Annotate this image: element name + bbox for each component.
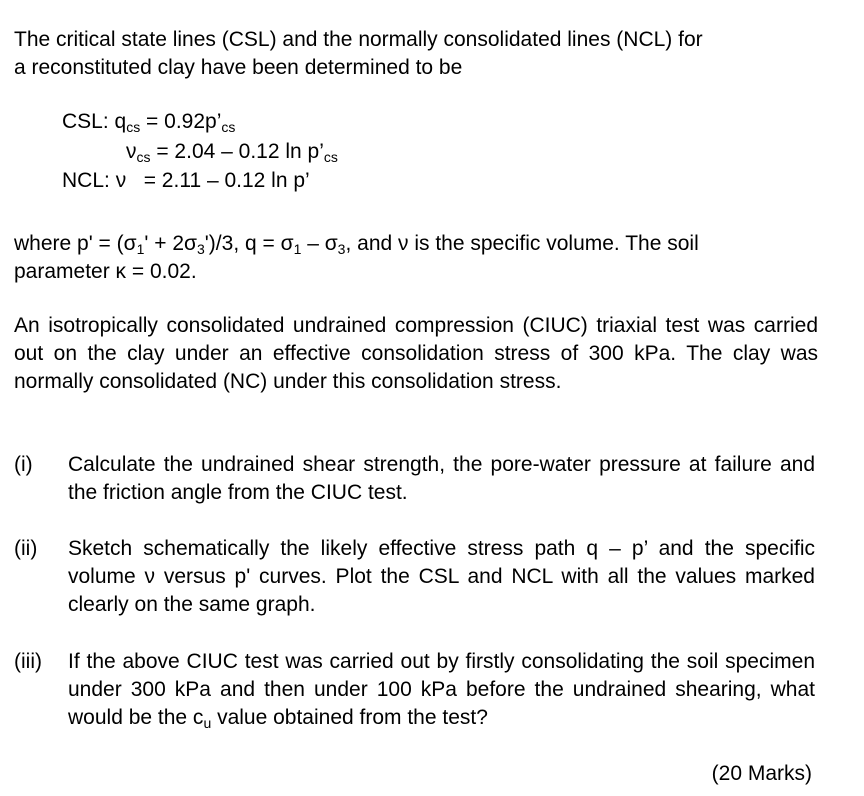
definitions-paragraph xyxy=(14,230,818,286)
question-3-number: (iii) xyxy=(14,650,42,673)
csl-v-equation: $\nu_{cs} = 2.04 - 0.12$ $\ln p’_{cs}$ xyxy=(126,140,338,165)
question-2-number: (ii) xyxy=(14,537,38,560)
definitions-line-2: parameter κ = 0.02. xyxy=(14,260,197,283)
question-1-number: (i) xyxy=(14,453,33,476)
csl-q-equation: CSL: $q_{cs}$ = $0.92p’_{cs}$ xyxy=(62,110,236,135)
definitions-line-1: where $p' = (\sigma_1' + 2\sigma_3')/3$, $q = \sigma_1 - \sigma_3$, and ν is the specific volume. The soil xyxy=(14,232,699,257)
marks-label: (20 Marks) xyxy=(711,762,812,785)
ncl-label: NCL: xyxy=(62,169,110,192)
question-2-text: Sketch schematically the likely effective stress path q – p’ and the specific volume ν versus p' curves. Plot the CSL and NCL with all the values marked clearly on the same graph. xyxy=(68,537,815,616)
intro-line-2: a reconstituted clay have been determined to be xyxy=(14,56,463,79)
question-1-text: Calculate the undrained shear strength, the pore-water pressure at failure and the friction angle from the CIUC test. xyxy=(68,453,815,504)
question-3-text: If the above CIUC test was carried out by firstly consolidating the soil specimen under 300 kPa and then under 100 kPa before the undrained shearing, what would be the $c_u$ value obtained from the test? xyxy=(68,650,815,731)
intro-paragraph xyxy=(14,26,818,82)
intro-line-1: The critical state lines (CSL) and the normally consolidated lines (NCL) for xyxy=(14,28,703,51)
test-description: An isotropically consolidated undrained compression (CIUC) triaxial test was carried out on the clay under an effective consolidation stress of 300 kPa. The clay was normally consolidated (NC) under this consolidation stress. xyxy=(14,314,818,393)
ncl-equation: NCL: ν = 2.11 – 0.12 ln p’ xyxy=(62,169,310,192)
csl-label: CSL: xyxy=(62,110,109,133)
